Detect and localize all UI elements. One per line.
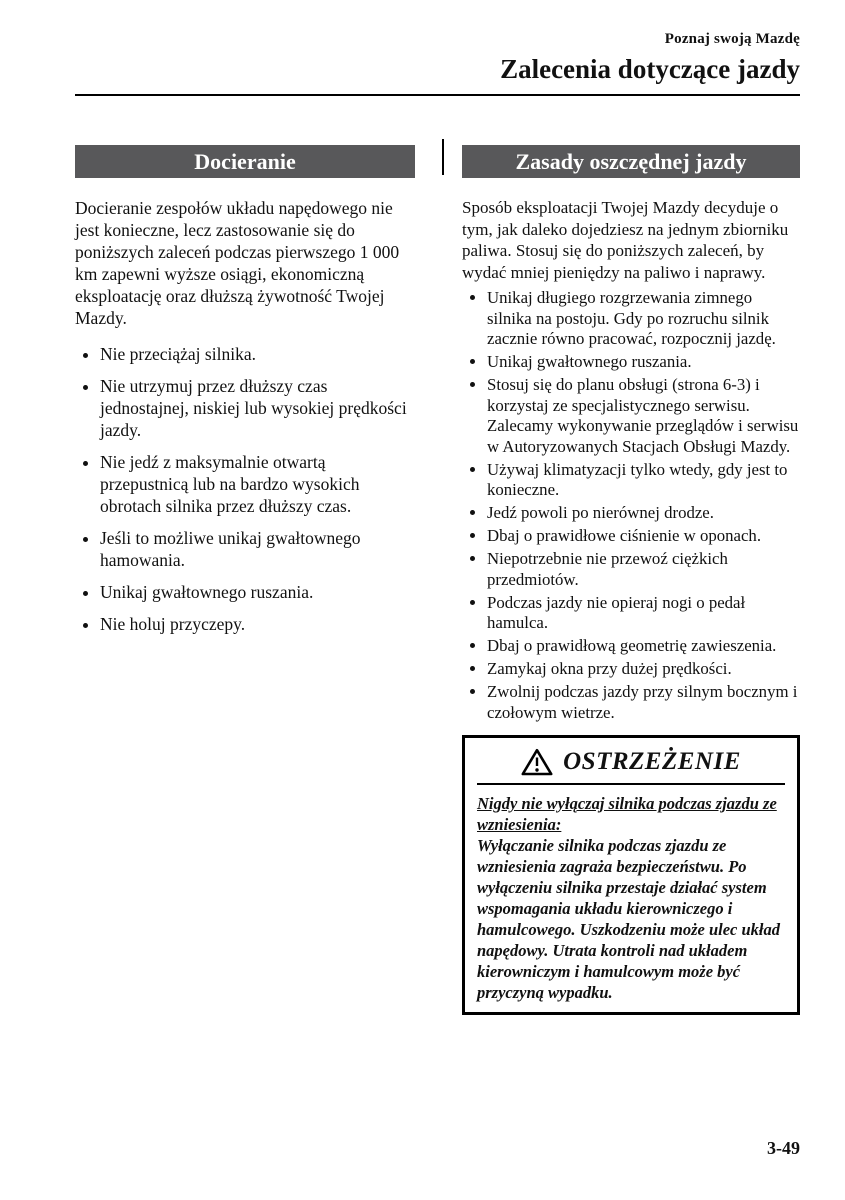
bullet-item: • Unikaj gwałtownego ruszania. xyxy=(487,352,800,373)
warning-heading: Nigdy nie wyłączaj silnika podczas zjazdu ze wzniesienia: xyxy=(477,794,777,834)
left-column xyxy=(75,145,415,645)
right-column xyxy=(462,145,800,1015)
column-divider xyxy=(442,139,444,175)
bullet-item: • Unikaj gwałtownego ruszania. xyxy=(100,581,415,603)
right-intro-paragraph: Sposób eksploatacji Twojej Mazdy decyduje o tym, jak daleko dojedziesz na jednym zbiorniku paliwa. Stosuj się do poniższych zaleceń, by wydać mniej pieniędzy na paliwo i naprawy. xyxy=(462,198,789,282)
bullet-item: • Nie holuj przyczepy. xyxy=(100,613,415,635)
bullet-item: • Jedź powoli po nierównej drodze. xyxy=(487,503,800,524)
bullet-item: • Dbaj o prawidłowe ciśnienie w oponach. xyxy=(487,526,800,547)
bullet-item: • Nie jedź z maksymalnie otwartą przepustnicą lub na bardzo wysokich obrotach silnika przez dłuższy czas. xyxy=(100,451,415,517)
warning-body: Wyłączanie silnika podczas zjazdu ze wzniesienia zagraża bezpieczeństwu. Po wyłączeniu silnika przestaje działać system wspomagania układu kierowniczego i hamulcowego. Uszkodzeniu może ulec układ napędowy. Utrata kontroli nad układem kierowniczym i hamulcowym może być przyczyną wypadku. xyxy=(477,836,780,1002)
warning-title: OSTRZEŻENIE xyxy=(563,748,741,775)
title-rule xyxy=(75,94,800,96)
page-number: 3-49 xyxy=(767,1138,800,1158)
left-bullet-list xyxy=(75,343,415,635)
right-bullet-list xyxy=(462,288,800,723)
bullet-item: • Stosuj się do planu obsługi (strona 6-3) i korzystaj ze specjalistycznego serwisu. Zalecamy wykonywanie przeglądów i serwisu w Autoryzowanych Stacjach Obsługi Mazdy. xyxy=(487,375,800,457)
section-kicker: Poznaj swoją Mazdę xyxy=(664,31,800,47)
warning-box xyxy=(462,735,800,1015)
bullet-item: • Nie przeciążaj silnika. xyxy=(100,343,415,365)
bullet-item: • Unikaj długiego rozgrzewania zimnego silnika na postoju. Gdy po rozruchu silnik zacznie równo pracować, rozpocznij jazdę. xyxy=(487,288,800,350)
left-intro-paragraph: Docieranie zespołów układu napędowego nie jest konieczne, lecz zastosowanie się do poniższych zaleceń podczas pierwszego 1 000 km zapewni wyższe osiągi, ekonomiczną eksploatację oraz dłuższą żywotność Twojej Mazdy. xyxy=(75,198,400,328)
bullet-item: • Niepotrzebnie nie przewoź ciężkich przedmiotów. xyxy=(487,549,800,590)
page-title: Zalecenia dotyczące jazdy xyxy=(500,54,800,84)
bullet-item: • Podczas jazdy nie opieraj nogi o pedał hamulca. xyxy=(487,593,800,634)
bullet-item: • Zamykaj okna przy dużej prędkości. xyxy=(487,659,800,680)
warning-triangle-icon xyxy=(521,748,553,776)
warning-header xyxy=(477,743,785,785)
bullet-item: • Zwolnij podczas jazdy przy silnym bocznym i czołowym wietrze. xyxy=(487,682,800,723)
bullet-item: • Jeśli to możliwe unikaj gwałtownego hamowania. xyxy=(100,527,415,571)
section-header-docieranie: Docieranie xyxy=(75,145,415,178)
bullet-item: • Nie utrzymuj przez dłuższy czas jednostajnej, niskiej lub wysokiej prędkości jazdy. xyxy=(100,375,415,441)
section-header-zasady: Zasady oszczędnej jazdy xyxy=(462,145,800,178)
bullet-item: • Dbaj o prawidłową geometrię zawieszenia. xyxy=(487,636,800,657)
bullet-item: • Używaj klimatyzacji tylko wtedy, gdy jest to konieczne. xyxy=(487,460,800,501)
